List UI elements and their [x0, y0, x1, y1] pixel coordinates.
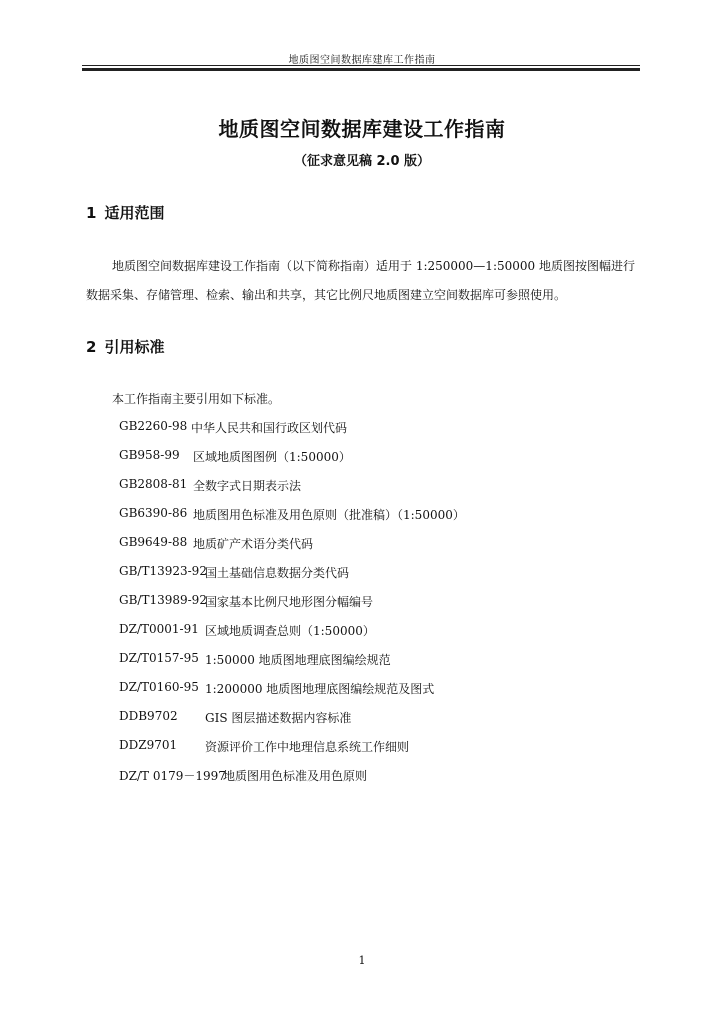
standard-title: 1:200000 地质图地理底图编绘规范及图式 — [205, 682, 435, 696]
paragraph-line: 数据采集、存储管理、检索、输出和共享，其它比例尺地质图建立空间数据库可参照使用。 — [86, 288, 567, 302]
standard-row — [119, 535, 313, 551]
document-subtitle: （征求意见稿 2.0 版） — [293, 154, 431, 169]
references-intro: 本工作指南主要引用如下标准。 — [112, 392, 281, 406]
standard-code: GB958-99 — [119, 448, 180, 462]
standard-code: GB2808-81 — [119, 477, 188, 491]
standard-code: GB6390-86 — [119, 506, 188, 520]
standard-code: DZ/T0160-95 — [119, 680, 199, 694]
standard-code: DDB9702 — [119, 709, 178, 723]
section-heading-references — [86, 336, 164, 357]
standard-title: 资源评价工作中地理信息系统工作细则 — [205, 740, 410, 754]
standard-title: 区域地质调查总则（1:50000） — [205, 624, 375, 638]
standard-code: GB9649-88 — [119, 535, 188, 549]
standard-title: 中华人民共和国行政区划代码 — [191, 421, 348, 435]
standard-row — [119, 651, 391, 667]
standard-code: DZ/T 0179－1997 — [119, 769, 226, 783]
standard-row — [119, 709, 351, 725]
standard-row — [119, 680, 434, 696]
standard-row — [119, 622, 375, 638]
standard-row — [119, 506, 465, 522]
header-rule-thin — [82, 65, 640, 66]
standard-title: 区域地质图图例（1:50000） — [193, 450, 351, 464]
standard-code: DZ/T0001-91 — [119, 622, 199, 636]
page-number: 1 — [358, 954, 366, 967]
section-heading-scope — [86, 202, 164, 223]
standard-title: 全数字式日期表示法 — [193, 479, 302, 493]
section-number: 2 — [86, 338, 97, 356]
standard-code: GB/T13989-92 — [119, 593, 207, 607]
standard-title: 国土基础信息数据分类代码 — [205, 566, 350, 580]
standard-title: 地质图用色标准及用色原则 — [223, 769, 368, 783]
standard-code: DDZ9701 — [119, 738, 178, 752]
standard-title: 地质矿产术语分类代码 — [193, 537, 314, 551]
section-title: 适用范围 — [104, 204, 165, 222]
standard-row — [119, 767, 367, 783]
standard-row — [119, 419, 347, 435]
standard-code: DZ/T0157-95 — [119, 651, 199, 665]
standard-row — [119, 738, 409, 754]
standard-title: GIS 图层描述数据内容标准 — [205, 711, 352, 725]
standard-row — [119, 593, 373, 609]
standard-title: 1:50000 地质图地理底图编绘规范 — [205, 653, 391, 667]
document-title: 地质图空间数据库建设工作指南 — [218, 117, 506, 141]
standard-code: GB/T13923-92 — [119, 564, 207, 578]
standard-row — [119, 448, 351, 464]
standard-row — [119, 564, 349, 580]
paragraph-line: 地质图空间数据库建设工作指南（以下简称指南）适用于 1:250000—1:50000 地质图按图幅进行 — [112, 259, 635, 273]
header-rule-thick — [82, 68, 640, 71]
section-title: 引用标准 — [104, 338, 165, 356]
standard-code: GB2260-98 — [119, 419, 188, 433]
standard-title: 国家基本比例尺地形图分幅编号 — [205, 595, 374, 609]
standard-row — [119, 477, 301, 493]
standard-title: 地质图用色标准及用色原则（批准稿）（1:50000） — [193, 508, 465, 522]
running-header: 地质图空间数据库建库工作指南 — [288, 55, 436, 66]
section-number: 1 — [86, 204, 97, 222]
